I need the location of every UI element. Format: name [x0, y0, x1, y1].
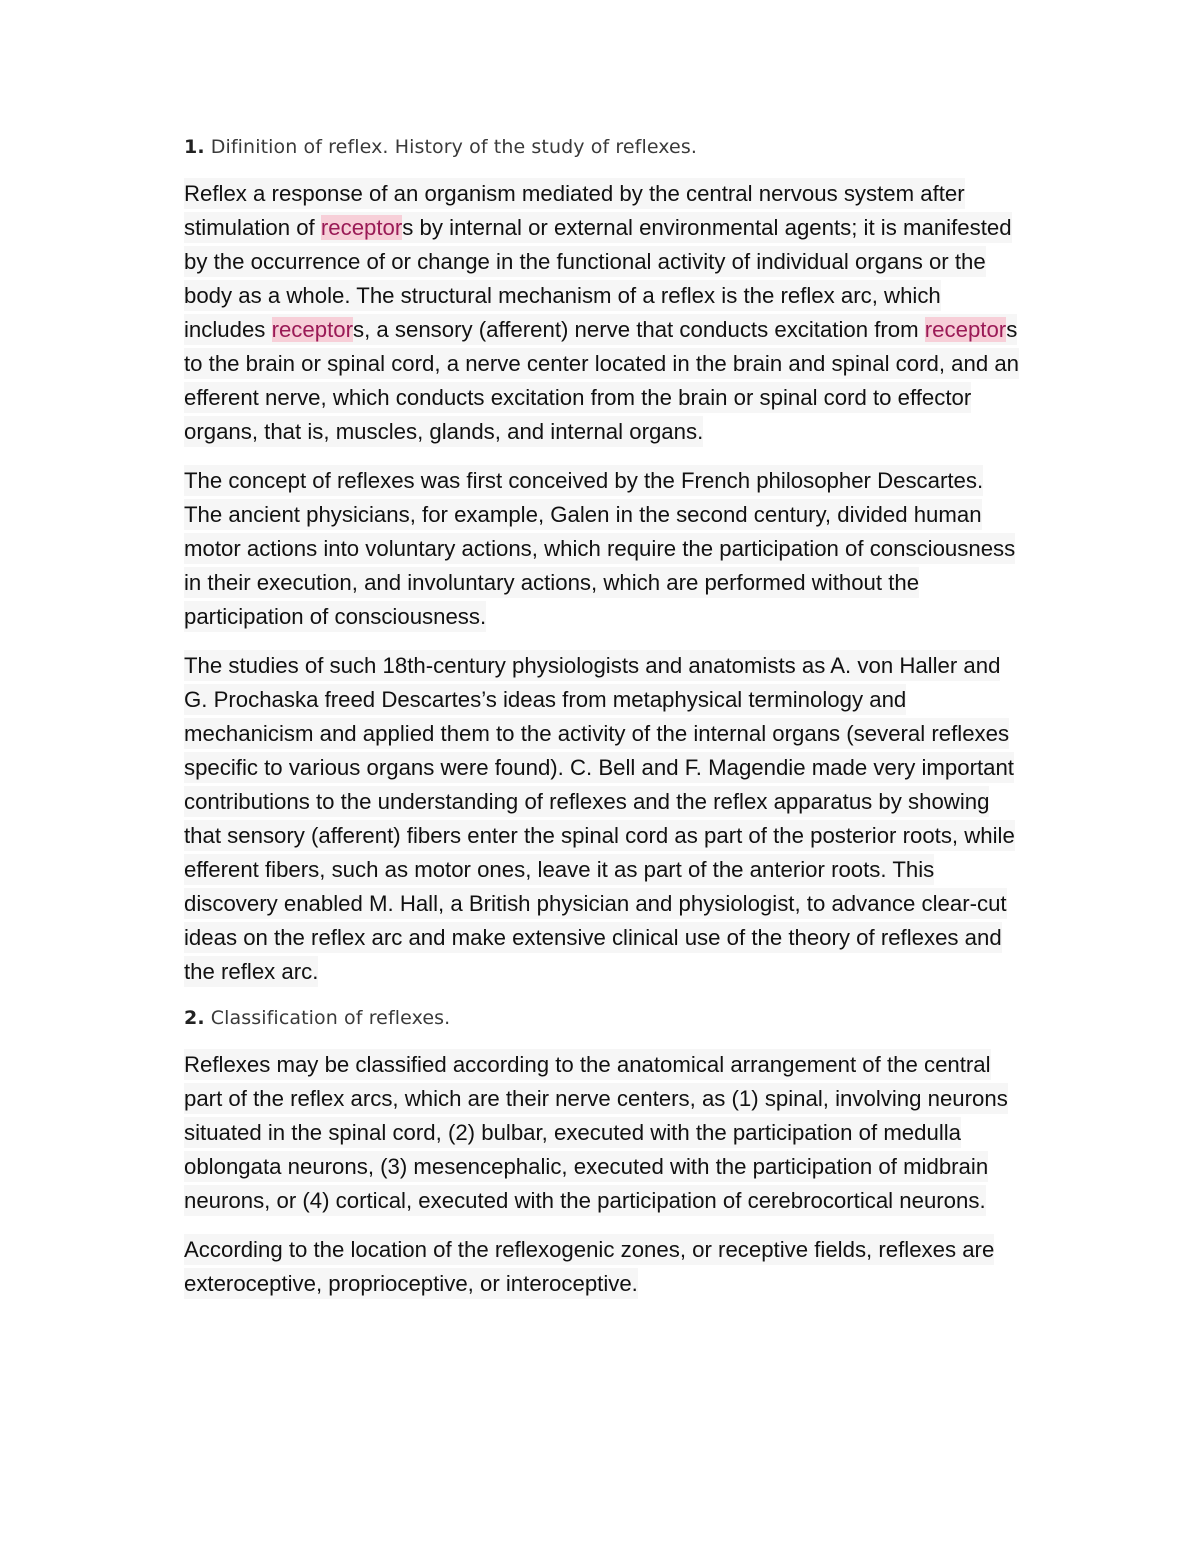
- section-number: 1.: [184, 136, 205, 158]
- highlighted-term: receptor: [271, 317, 353, 342]
- text-run: s, a sensory (afferent) nerve that conducts excitation from: [352, 317, 925, 342]
- section-number: 2.: [184, 1007, 205, 1029]
- text-run: s to the brain or spinal cord, a nerve center located in the brain and spinal cord, and an efferent nerve, which conducts excitation from the brain or spinal cord to effector organs, that is, muscles, glands, and internal organs.: [184, 317, 1020, 444]
- text-run: The concept of reflexes was first conceived by the French philosopher Descartes. The ancient physicians, for example, Galen in the second century, divided human motor actions into voluntary actions, which require the participation of consciousness in their execution, and involuntary actions, which are performed without the participation of consciousness.: [184, 465, 1015, 632]
- text-run: According to the location of the reflexogenic zones, or receptive fields, reflexes are exteroceptive, proprioceptive, or interoceptive.: [184, 1234, 994, 1299]
- paragraph-classification-anatomical: [184, 1048, 1024, 1218]
- paragraph-reflex-definition: [184, 177, 1024, 449]
- document-body: [184, 133, 1024, 1316]
- section-heading-2: [184, 1004, 1024, 1032]
- paragraph-18th-century: [184, 649, 1024, 989]
- paragraph-descartes: [184, 464, 1024, 634]
- section-title: Classification of reflexes.: [210, 1007, 451, 1029]
- section-title: Difinition of reflex. History of the study of reflexes.: [210, 136, 697, 158]
- text-run: Reflexes may be classified according to the anatomical arrangement of the central part of the reflex arcs, which are their nerve centers, as (1) spinal, involving neurons situated in the spinal cord, (2) bulbar, executed with the participation of medulla oblongata neurons, (3) mesencephalic, executed with the participation of midbrain neurons, or (4) cortical, executed with the participation of cerebrocortical neurons.: [184, 1049, 1008, 1216]
- highlighted-term: receptor: [924, 317, 1007, 342]
- section-heading-1: [184, 133, 1024, 161]
- text-run: The studies of such 18th-century physiologists and anatomists as A. von Haller and G. Prochaska freed Descartes’s ideas from metaphysical terminology and mechanicism and applied them to the activity of the internal organs (several reflexes specific to various organs were found). C. Bell and F. Magendie made very important contributions to the understanding of reflexes and the reflex apparatus by showing that sensory (afferent) fibers enter the spinal cord as part of the posterior roots, while efferent fibers, such as motor ones, leave it as part of the anterior roots. This discovery enabled M. Hall, a British physician and physiologist, to advance clear-cut ideas on the reflex arc and make extensive clinical use of the theory of reflexes and the reflex arc.: [184, 650, 1015, 987]
- text-run: s by internal or external environmental agents; it is manifested by the occurrence of or change in the functional activity of individual organs or the body as a whole. The structural mechanism of a reflex is the reflex arc, which includes: [184, 215, 1012, 342]
- paragraph-classification-zones: [184, 1233, 1024, 1301]
- text-run: Reflex a response of an organism mediated by the central nervous system after stimulation of: [184, 181, 965, 240]
- highlighted-term: receptor: [320, 215, 403, 240]
